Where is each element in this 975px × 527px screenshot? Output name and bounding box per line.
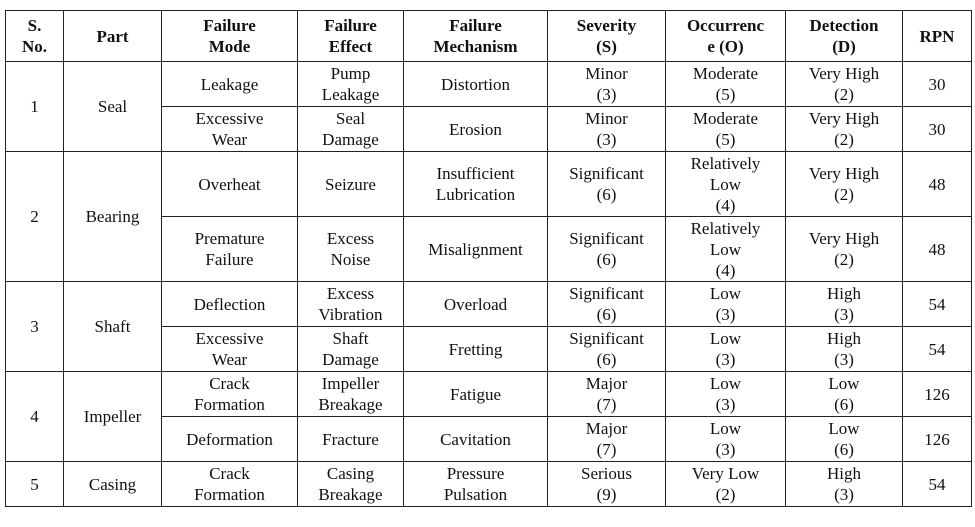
effect-cell: Seizure — [298, 152, 404, 217]
occurrence-cell: Very Low (2) — [666, 462, 786, 507]
rpn-cell: 54 — [903, 282, 972, 327]
rpn-cell: 54 — [903, 327, 972, 372]
mechanism-cell: Overload — [404, 282, 548, 327]
occurrence-cell: Low (3) — [666, 372, 786, 417]
detection-cell: High (3) — [786, 462, 903, 507]
header-occurrence: Occurrenc e (O) — [666, 11, 786, 62]
severity-cell: Significant (6) — [548, 152, 666, 217]
occurrence-cell: Relatively Low (4) — [666, 217, 786, 282]
mode-cell: Excessive Wear — [162, 327, 298, 372]
occurrence-cell: Moderate (5) — [666, 62, 786, 107]
header-severity: Severity (S) — [548, 11, 666, 62]
mechanism-cell: Misalignment — [404, 217, 548, 282]
rpn-cell: 54 — [903, 462, 972, 507]
mechanism-cell: Cavitation — [404, 417, 548, 462]
mode-cell: Premature Failure — [162, 217, 298, 282]
effect-cell: Shaft Damage — [298, 327, 404, 372]
table-row — [6, 282, 972, 327]
detection-cell: Very High (2) — [786, 152, 903, 217]
rpn-cell: 30 — [903, 62, 972, 107]
table-row — [6, 372, 972, 417]
occurrence-cell: Relatively Low (4) — [666, 152, 786, 217]
effect-cell: Pump Leakage — [298, 62, 404, 107]
header-failure-mode: Failure Mode — [162, 11, 298, 62]
header-failure-effect: Failure Effect — [298, 11, 404, 62]
effect-cell: Casing Breakage — [298, 462, 404, 507]
rpn-cell: 126 — [903, 417, 972, 462]
part-cell: Casing — [64, 462, 162, 507]
mechanism-cell: Fatigue — [404, 372, 548, 417]
header-row — [6, 11, 972, 62]
detection-cell: Very High (2) — [786, 217, 903, 282]
mode-cell: Deformation — [162, 417, 298, 462]
sno-cell: 2 — [6, 152, 64, 282]
detection-cell: Low (6) — [786, 417, 903, 462]
mechanism-cell: Distortion — [404, 62, 548, 107]
effect-cell: Fracture — [298, 417, 404, 462]
rpn-cell: 48 — [903, 152, 972, 217]
severity-cell: Serious (9) — [548, 462, 666, 507]
effect-cell: Impeller Breakage — [298, 372, 404, 417]
effect-cell: Excess Vibration — [298, 282, 404, 327]
severity-cell: Significant (6) — [548, 282, 666, 327]
part-cell: Bearing — [64, 152, 162, 282]
mechanism-cell: Erosion — [404, 107, 548, 152]
rpn-cell: 30 — [903, 107, 972, 152]
sno-cell: 3 — [6, 282, 64, 372]
detection-cell: Very High (2) — [786, 62, 903, 107]
sno-cell: 5 — [6, 462, 64, 507]
header-failure-mechanism: Failure Mechanism — [404, 11, 548, 62]
occurrence-cell: Moderate (5) — [666, 107, 786, 152]
header-rpn: RPN — [903, 11, 972, 62]
mode-cell: Excessive Wear — [162, 107, 298, 152]
part-cell: Impeller — [64, 372, 162, 462]
table-row — [6, 152, 972, 217]
table-row — [6, 62, 972, 107]
severity-cell: Major (7) — [548, 417, 666, 462]
occurrence-cell: Low (3) — [666, 417, 786, 462]
header-sno: S. No. — [6, 11, 64, 62]
severity-cell: Significant (6) — [548, 217, 666, 282]
rpn-cell: 126 — [903, 372, 972, 417]
mode-cell: Overheat — [162, 152, 298, 217]
fmea-table — [5, 10, 972, 507]
detection-cell: High (3) — [786, 282, 903, 327]
header-part: Part — [64, 11, 162, 62]
mode-cell: Crack Formation — [162, 462, 298, 507]
rpn-cell: 48 — [903, 217, 972, 282]
mechanism-cell: Insufficient Lubrication — [404, 152, 548, 217]
sno-cell: 4 — [6, 372, 64, 462]
severity-cell: Significant (6) — [548, 327, 666, 372]
severity-cell: Minor (3) — [548, 62, 666, 107]
sno-cell: 1 — [6, 62, 64, 152]
mode-cell: Leakage — [162, 62, 298, 107]
occurrence-cell: Low (3) — [666, 327, 786, 372]
part-cell: Seal — [64, 62, 162, 152]
occurrence-cell: Low (3) — [666, 282, 786, 327]
effect-cell: Seal Damage — [298, 107, 404, 152]
severity-cell: Major (7) — [548, 372, 666, 417]
mechanism-cell: Fretting — [404, 327, 548, 372]
header-detection: Detection (D) — [786, 11, 903, 62]
detection-cell: Low (6) — [786, 372, 903, 417]
severity-cell: Minor (3) — [548, 107, 666, 152]
mechanism-cell: Pressure Pulsation — [404, 462, 548, 507]
effect-cell: Excess Noise — [298, 217, 404, 282]
table-row — [6, 462, 972, 507]
mode-cell: Crack Formation — [162, 372, 298, 417]
mode-cell: Deflection — [162, 282, 298, 327]
detection-cell: High (3) — [786, 327, 903, 372]
part-cell: Shaft — [64, 282, 162, 372]
detection-cell: Very High (2) — [786, 107, 903, 152]
